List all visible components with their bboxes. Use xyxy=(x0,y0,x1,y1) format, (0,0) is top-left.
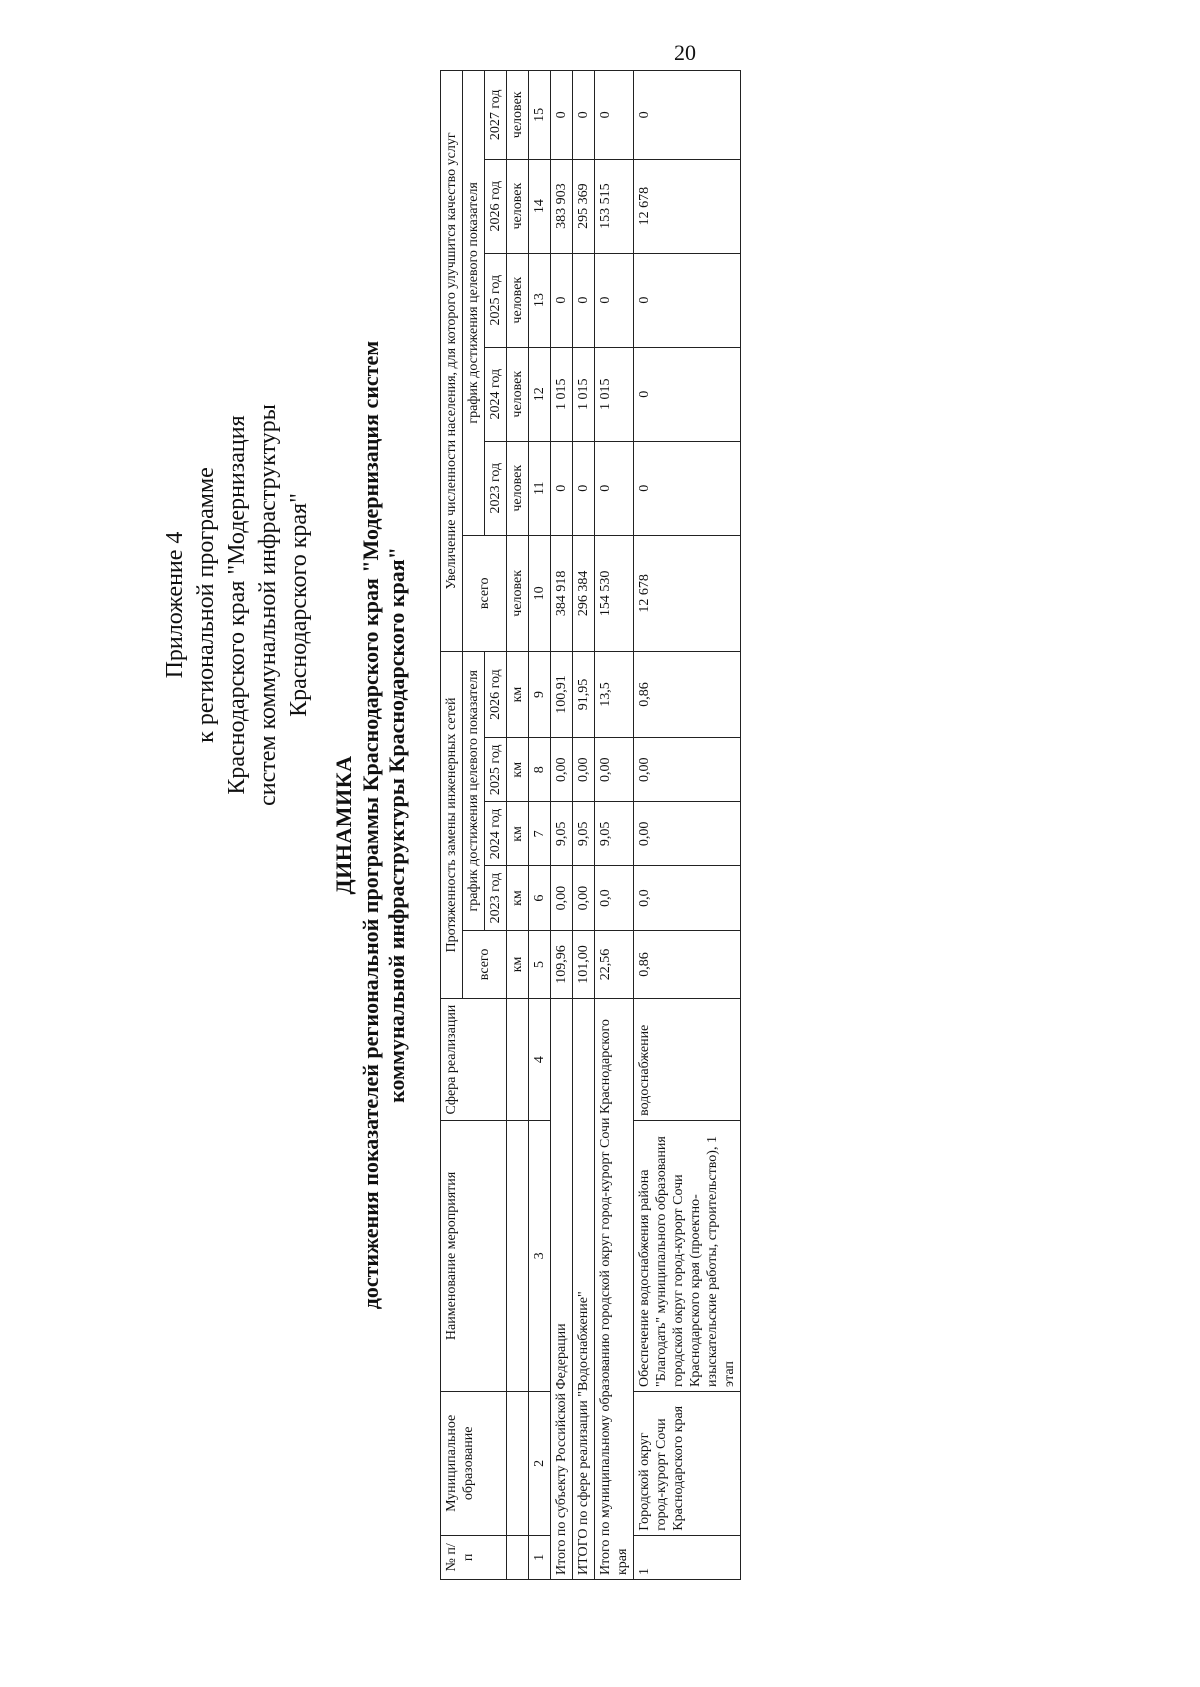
value-cell: 100,91 xyxy=(551,651,573,737)
value-cell: 0 xyxy=(634,71,741,160)
column-number: 3 xyxy=(529,1120,551,1391)
column-numbers-row xyxy=(529,71,551,1580)
page-number: 20 xyxy=(674,40,696,65)
header-year: 2023 год xyxy=(485,866,507,930)
column-number: 14 xyxy=(529,159,551,253)
value-cell: 296 384 xyxy=(573,535,595,651)
header-year: 2025 год xyxy=(485,738,507,802)
value-cell: 0,86 xyxy=(634,930,741,999)
appendix-line: Приложение 4 xyxy=(162,531,188,679)
value-cell: 0,00 xyxy=(573,738,595,802)
value-cell: 1 015 xyxy=(595,347,634,441)
unit-cell: км xyxy=(507,738,529,802)
column-number: 9 xyxy=(529,651,551,737)
document-subtitle: достижения показателей региональной программы Краснодарского края "Модернизация систем xyxy=(358,340,383,1310)
table-row-total-municipality xyxy=(595,71,634,1580)
unit-cell: человек xyxy=(507,253,529,347)
unit-cell: человек xyxy=(507,347,529,441)
value-cell: 0 xyxy=(595,71,634,160)
header-year: 2027 год xyxy=(485,71,507,160)
unit-cell: человек xyxy=(507,535,529,651)
column-number: 13 xyxy=(529,253,551,347)
value-cell: 0,0 xyxy=(595,866,634,930)
value-cell: 384 918 xyxy=(551,535,573,651)
value-cell: 0,00 xyxy=(634,738,741,802)
unit-cell: км xyxy=(507,802,529,866)
document-subtitle: коммунальной инфраструктуры Краснодарского края" xyxy=(384,547,409,1103)
document-title: ДИНАМИКА xyxy=(331,755,356,895)
value-cell: 0 xyxy=(573,253,595,347)
header-population-group: Увеличение численности населения, для которого улучшится качество услуг xyxy=(441,71,463,652)
item-municipality: Городской округ город-курорт Сочи Краснодарского края xyxy=(634,1391,741,1535)
item-sphere: водоснабжение xyxy=(634,999,741,1121)
value-cell: 9,05 xyxy=(551,802,573,866)
value-cell: 295 369 xyxy=(573,159,595,253)
value-cell: 0 xyxy=(634,441,741,535)
value-cell: 0,00 xyxy=(634,802,741,866)
header-year: 2024 год xyxy=(485,347,507,441)
value-cell: 1 015 xyxy=(551,347,573,441)
unit-cell: человек xyxy=(507,441,529,535)
value-cell: 22,56 xyxy=(595,930,634,999)
column-number: 7 xyxy=(529,802,551,866)
value-cell: 0,00 xyxy=(573,866,595,930)
header-year: 2024 год xyxy=(485,802,507,866)
value-cell: 9,05 xyxy=(573,802,595,866)
value-cell: 0,00 xyxy=(551,738,573,802)
header-year: 2023 год xyxy=(485,441,507,535)
value-cell: 12 678 xyxy=(634,535,741,651)
value-cell: 0,00 xyxy=(595,738,634,802)
value-cell: 0 xyxy=(573,71,595,160)
value-cell: 0 xyxy=(595,253,634,347)
value-cell: 154 530 xyxy=(595,535,634,651)
row-label: Итого по муниципальному образованию городской округ город-курорт Сочи Краснодарского края xyxy=(595,999,634,1580)
value-cell: 0,00 xyxy=(551,866,573,930)
rotated-page-content xyxy=(150,50,1030,1600)
appendix-line: систем коммунальной инфраструктуры xyxy=(255,404,281,806)
value-cell: 13,5 xyxy=(595,651,634,737)
units-row xyxy=(507,71,529,1580)
value-cell: 101,00 xyxy=(573,930,595,999)
appendix-line: Краснодарского края "Модернизация xyxy=(224,415,250,795)
value-cell: 0,86 xyxy=(634,651,741,737)
column-number: 11 xyxy=(529,441,551,535)
column-number: 12 xyxy=(529,347,551,441)
value-cell: 153 515 xyxy=(595,159,634,253)
column-number: 2 xyxy=(529,1391,551,1535)
appendix-line: к региональной программе xyxy=(193,467,219,743)
unit-cell: человек xyxy=(507,159,529,253)
header-length-group: Протяженность замены инженерных сетей xyxy=(441,651,463,998)
row-label: Итого по субъекту Российской Федерации xyxy=(551,999,573,1580)
header-year: 2025 год xyxy=(485,253,507,347)
value-cell: 0 xyxy=(634,253,741,347)
value-cell: 0 xyxy=(573,441,595,535)
header-population-total: всего xyxy=(463,535,507,651)
column-number: 8 xyxy=(529,738,551,802)
indicators-table xyxy=(440,70,741,1580)
value-cell: 12 678 xyxy=(634,159,741,253)
value-cell: 0 xyxy=(551,253,573,347)
header-num: № п/п xyxy=(441,1535,507,1579)
column-number: 1 xyxy=(529,1535,551,1579)
unit-cell: км xyxy=(507,930,529,999)
value-cell: 0 xyxy=(595,441,634,535)
appendix-note xyxy=(160,195,315,1015)
table-row-total-subject xyxy=(551,71,573,1580)
value-cell: 91,95 xyxy=(573,651,595,737)
value-cell: 1 015 xyxy=(573,347,595,441)
column-number: 4 xyxy=(529,999,551,1121)
appendix-line: Краснодарского края" xyxy=(286,493,312,717)
row-label: ИТОГО по сфере реализации "Водоснабжение" xyxy=(573,999,595,1580)
unit-cell: км xyxy=(507,651,529,737)
column-number: 6 xyxy=(529,866,551,930)
header-measure: Наименование мероприятия xyxy=(441,1120,507,1391)
value-cell: 9,05 xyxy=(595,802,634,866)
value-cell: 0,0 xyxy=(634,866,741,930)
value-cell: 383 903 xyxy=(551,159,573,253)
item-measure: Обеспечение водоснабжения района "Благодать" муниципального образования городской округ город-курорт Сочи Краснодарского края (проектно-изыскательские работы, строительство), 1 этап xyxy=(634,1120,741,1391)
column-number: 5 xyxy=(529,930,551,999)
header-year: 2026 год xyxy=(485,159,507,253)
item-num: 1 xyxy=(634,1535,741,1579)
title-block xyxy=(330,50,410,1600)
header-sphere: Сфера реализации xyxy=(441,999,507,1121)
table-row-total-sphere xyxy=(573,71,595,1580)
column-number: 15 xyxy=(529,71,551,160)
header-length-schedule: график достижения целевого показателя xyxy=(463,651,485,930)
header-length-total: всего xyxy=(463,930,507,999)
table-row-item xyxy=(634,71,741,1580)
value-cell: 0 xyxy=(551,441,573,535)
unit-cell: человек xyxy=(507,71,529,160)
header-municipality: Муниципальное образование xyxy=(441,1391,507,1535)
unit-cell: км xyxy=(507,866,529,930)
header-year: 2026 год xyxy=(485,651,507,737)
value-cell: 0 xyxy=(634,347,741,441)
header-population-schedule: график достижения целевого показателя xyxy=(463,71,485,536)
value-cell: 109,96 xyxy=(551,930,573,999)
column-number: 10 xyxy=(529,535,551,651)
value-cell: 0 xyxy=(551,71,573,160)
